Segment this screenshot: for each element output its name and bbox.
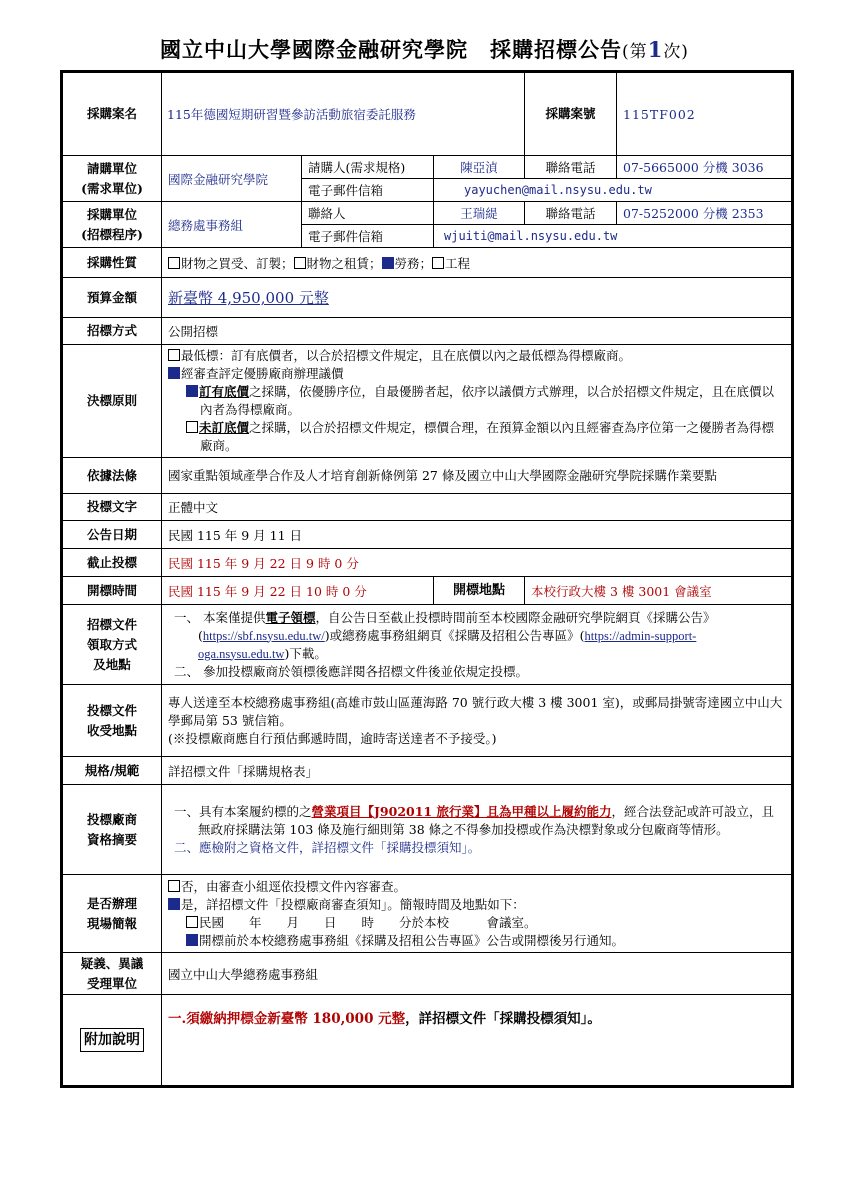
procurer-person-label: 聯絡人: [302, 202, 434, 225]
checkbox-goods-lease: [294, 257, 306, 269]
requester-phone-label: 聯絡電話: [525, 156, 617, 179]
attach-label: 附加說明: [80, 1028, 144, 1052]
checkbox-services: [382, 257, 394, 269]
deadline-row: [62, 549, 793, 577]
deadline-value: 民國 115 年 9 月 22 日 9 時 0 分: [162, 549, 793, 577]
checkbox-no-briefing: [168, 880, 180, 892]
award-line4: 之採購，以合於招標文件規定，標價合理，在預算金額以內且經審查為序位第一之優勝者為得標廠商。: [200, 420, 775, 453]
award-row: [62, 345, 793, 458]
announce-row: [62, 521, 793, 549]
docs-line1-a: 一、 本案僅提供: [174, 609, 266, 625]
requester-person: 陳亞湞: [434, 156, 525, 179]
nature-row: [62, 248, 793, 278]
award-line3-key: 訂有底價: [199, 384, 250, 399]
law-value: 國家重點領域產學合作及人才培育創新條例第 27 條及國立中山大學國際金融研究學院採購作業要點: [162, 458, 793, 494]
spec-label: 規格/規範: [62, 757, 162, 785]
docs-row: [62, 605, 793, 685]
qual-line1-c: ，經合法登記或許可設立，且無政府採購法第 103 條及施行細則第 38 條之不得參加投標或作為決標對象或分包廠商等情形。: [198, 803, 774, 837]
law-row: [62, 458, 793, 494]
checkbox-briefing-time: [186, 916, 198, 928]
submit-row: [62, 685, 793, 757]
requester-email: yayuchen@mail.nsysu.edu.tw: [434, 179, 793, 202]
method-value: 公開招標: [162, 318, 793, 345]
docs-line1-e: )下載。: [284, 645, 327, 661]
opening-place-label: 開標地點: [434, 577, 525, 605]
briefing-line2: 是，詳招標文件「投標廠商審查須知」。簡報時間及地點如下：: [181, 896, 525, 912]
checkbox-yes-briefing: [168, 898, 180, 910]
complaint-row: [62, 953, 793, 995]
award-line3: 之採購，依優勝序位，自最優勝者起，依序以議價方式辦理，以合於招標文件規定，且在底價以內者為得標廠商。: [200, 384, 775, 417]
attach-num: 一.: [168, 1011, 187, 1027]
attach-deposit: 須繳納押標金新臺幣 180,000 元整: [186, 1011, 406, 1027]
budget-value: 新臺幣 4,950,000 元整: [162, 278, 793, 318]
requester-row: [62, 156, 793, 179]
award-content: [162, 345, 793, 458]
checkbox-with-base-price: [186, 385, 198, 397]
opening-place: 本校行政大樓 3 樓 3001 會議室: [525, 577, 793, 605]
title-number: 1: [647, 37, 664, 62]
docs-line1-c: ，自公告日至截止投標時間前至本校國際金融研究學院網頁《採購公告》(: [198, 609, 716, 643]
nature-opt2: 財物之租賃；: [306, 255, 382, 271]
qual-line1-business: 營業項目【J902011 旅行業】且為甲種以上履約能力: [311, 803, 612, 819]
opening-value: 民國 115 年 9 月 22 日 10 時 0 分: [162, 577, 434, 605]
spec-value: 詳招標文件「採購規格表」: [162, 757, 793, 785]
docs-label: 招標文件 領取方式 及地點: [62, 605, 162, 685]
award-label: 決標原則: [62, 345, 162, 458]
briefing-line1: 否，由審查小組逕依投標文件內容審查。: [181, 878, 407, 894]
sbf-link[interactable]: https://sbf.nsysu.edu.tw/: [202, 628, 325, 643]
briefing-row: [62, 875, 793, 953]
qual-line1-a: 一、具有本案履約標的之: [174, 803, 312, 819]
method-row: [62, 318, 793, 345]
announce-label: 公告日期: [62, 521, 162, 549]
case-no-value: 115TF002: [617, 72, 793, 156]
qual-content: [162, 785, 793, 875]
qual-line2: 二、應檢附之資格文件，詳招標文件「採購投標須知」。: [174, 839, 481, 855]
requester-label: 請購單位 (需求單位): [62, 156, 162, 202]
lang-value: 正體中文: [162, 494, 793, 521]
nature-options: [162, 248, 793, 278]
opening-label: 開標時間: [62, 577, 162, 605]
procurer-email: wjuiti@mail.nsysu.edu.tw: [434, 225, 793, 248]
checkbox-lowest-bid: [168, 349, 180, 361]
law-label: 依據法條: [62, 458, 162, 494]
attach-content: [162, 995, 793, 1087]
deadline-label: 截止投標: [62, 549, 162, 577]
award-line4-key: 未訂底價: [199, 420, 250, 435]
procurer-email-label: 電子郵件信箱: [302, 225, 434, 248]
opening-row: [62, 577, 793, 605]
attach-row: [62, 995, 793, 1087]
award-line1: 最低標：訂有底價者，以合於招標文件規定，且在底價以內之最低標為得標廠商。: [181, 348, 632, 363]
procurer-row: [62, 202, 793, 225]
briefing-content: [162, 875, 793, 953]
checkbox-review-award: [168, 367, 180, 379]
briefing-line3: 民國 年 月 日 時 分於本校 會議室。: [199, 914, 537, 930]
method-label: 招標方式: [62, 318, 162, 345]
page-title: [0, 34, 849, 64]
complaint-value: 國立中山大學總務處事務組: [162, 953, 793, 995]
title-paren-close: 次): [663, 42, 689, 62]
case-name-label: 採購案名: [62, 72, 162, 156]
submit-line1: 專人送達至本校總務處事務組(高雄市鼓山區蓮海路 70 號行政大樓 3 樓 3001 室)，或郵局掛號寄達國立中山大學郵局第 53 號信箱。: [168, 694, 783, 728]
requester-phone: 07-5665000 分機 3036: [617, 156, 793, 179]
admin-support-link[interactable]: https://admin-support-oga.nsysu.edu.tw: [198, 628, 697, 661]
procurer-person: 王瑞緹: [434, 202, 525, 225]
title-text: 國立中山大學國際金融研究學院 採購招標公告: [160, 37, 623, 62]
submit-line2: (※投標廠商應自行預估郵遞時間，逾時寄送達者不予接受。): [168, 730, 497, 746]
requester-email-label: 電子郵件信箱: [302, 179, 434, 202]
case-row: [62, 72, 793, 156]
nature-opt3: 勞務；: [394, 255, 433, 271]
title-paren-open: (第: [622, 42, 648, 62]
checkbox-goods-purchase: [168, 257, 180, 269]
lang-label: 投標文字: [62, 494, 162, 521]
lang-row: [62, 494, 793, 521]
checkbox-without-base-price: [186, 421, 198, 433]
announcement-table: [60, 70, 794, 1088]
procurer-label: 採購單位 (招標程序): [62, 202, 162, 248]
attach-note: ，詳招標文件「採購投標須知」。: [405, 1011, 601, 1027]
announce-value: 民國 115 年 9 月 11 日: [162, 521, 793, 549]
docs-content: [162, 605, 793, 685]
case-no-label: 採購案號: [525, 72, 617, 156]
requester-person-label: 請購人(需求規格): [302, 156, 434, 179]
docs-line1-electronic: 電子領標: [265, 609, 316, 625]
submit-label: 投標文件 收受地點: [62, 685, 162, 757]
case-name-value: 115年德國短期研習暨參訪活動旅宿委託服務: [162, 72, 525, 156]
complaint-label: 疑義、異議 受理單位: [62, 953, 162, 995]
budget-row: [62, 278, 793, 318]
spec-row: [62, 757, 793, 785]
attach-label-cell: [62, 995, 162, 1087]
award-line2: 經審查評定優勝廠商辦理議價: [181, 366, 344, 381]
nature-label: 採購性質: [62, 248, 162, 278]
checkbox-construction: [432, 257, 444, 269]
qual-label: 投標廠商 資格摘要: [62, 785, 162, 875]
qual-row: [62, 785, 793, 875]
procurer-phone-label: 聯絡電話: [525, 202, 617, 225]
checkbox-briefing-notice: [186, 934, 198, 946]
nature-opt1: 財物之買受、訂製；: [181, 255, 294, 271]
briefing-line4: 開標前於本校總務處事務組《採購及招租公告專區》公告或開標後另行通知。: [199, 932, 625, 948]
procurer-phone: 07-5252000 分機 2353: [617, 202, 793, 225]
requester-unit: 國際金融研究學院: [162, 156, 302, 202]
procurer-unit: 總務處事務組: [162, 202, 302, 248]
budget-label: 預算金額: [62, 278, 162, 318]
docs-line1-d: )或總務處事務組網頁《採購及招租公告專區》(: [324, 627, 585, 643]
submit-content: [162, 685, 793, 757]
nature-opt4: 工程: [445, 255, 471, 271]
docs-line2: 二、 參加投標廠商於領標後應詳閱各招標文件後並依規定投標。: [174, 663, 528, 679]
briefing-label: 是否辦理 現場簡報: [62, 875, 162, 953]
